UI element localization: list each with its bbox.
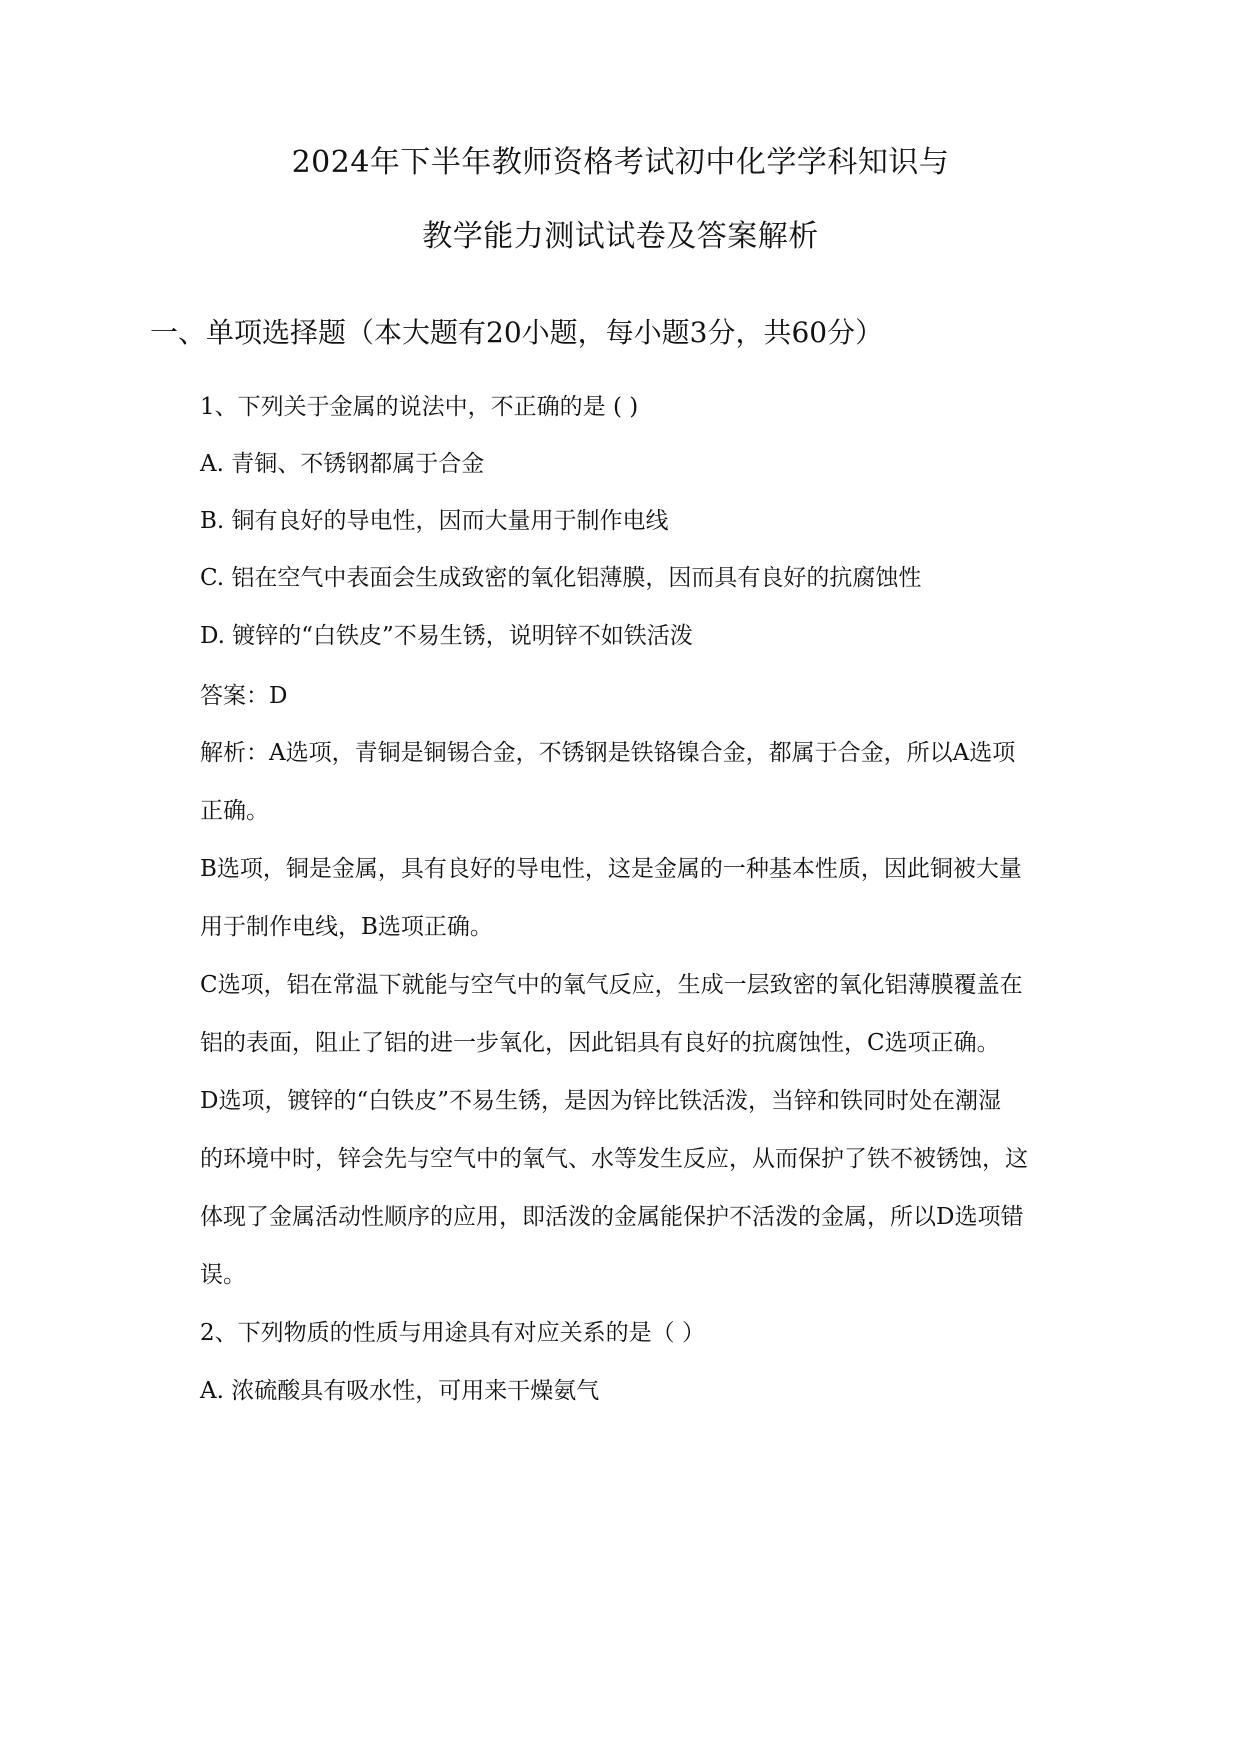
question-1-answer: 答案：D [200,683,288,709]
question-2-option-a: A. 浓硫酸具有吸水性，可用来干燥氨气 [200,1378,600,1404]
question-1-analysis-a-line1: 解析：A选项，青铜是铜锡合金，不锈钢是铁铬镍合金，都属于合金，所以A选项 [200,740,1016,766]
question-1-analysis-c-line2: 铝的表面，阻止了铝的进一步氧化，因此铝具有良好的抗腐蚀性，C选项正确。 [200,1030,1000,1056]
question-1-option-a: A. 青铜、不锈钢都属于合金 [200,451,485,477]
question-1-option-d: D. 镀锌的“白铁皮”不易生锈，说明锌不如铁活泼 [200,623,693,649]
question-1-option-b: B. 铜有良好的导电性，因而大量用于制作电线 [200,508,669,534]
question-1-analysis-b-line2: 用于制作电线，B选项正确。 [200,914,493,940]
document-title-line2: 教学能力测试试卷及答案解析 [422,219,819,254]
question-1-option-c: C. 铝在空气中表面会生成致密的氧化铝薄膜，因而具有良好的抗腐蚀性 [200,565,922,591]
question-1-analysis-d-line3: 体现了金属活动性顺序的应用，即活泼的金属能保护不活泼的金属，所以D选项错 [200,1204,1024,1230]
document-title-line1: 2024年下半年教师资格考试初中化学学科知识与 [291,145,950,180]
question-2-text: 2、下列物质的性质与用途具有对应关系的是（ ） [200,1320,705,1346]
section-heading: 一、单项选择题（本大题有20小题，每小题3分，共60分） [150,316,884,349]
question-1-text: 1、下列关于金属的说法中，不正确的是 ( ) [200,394,639,420]
question-1-analysis-d-line1: D选项，镀锌的“白铁皮”不易生锈，是因为锌比铁活泼，当锌和铁同时处在潮湿 [200,1088,1001,1114]
question-1-analysis-c-line1: C选项，铝在常温下就能与空气中的氧气反应，生成一层致密的氧化铝薄膜覆盖在 [200,972,1023,998]
question-1-analysis-a-line2: 正确。 [200,798,269,824]
question-1-analysis-b-line1: B选项，铜是金属，具有良好的导电性，这是金属的一种基本性质，因此铜被大量 [200,856,1022,882]
question-1-analysis-d-line4: 误。 [200,1262,246,1288]
question-1-analysis-d-line2: 的环境中时，锌会先与空气中的氧气、水等发生反应，从而保护了铁不被锈蚀，这 [200,1146,1028,1172]
